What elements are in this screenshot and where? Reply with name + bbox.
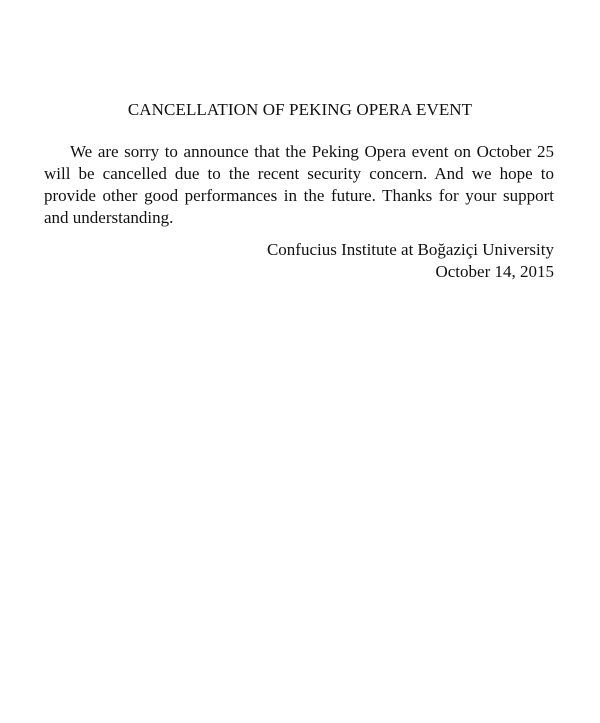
signature-date: October 14, 2015	[435, 262, 554, 281]
notice-title: CANCELLATION OF PEKING OPERA EVENT	[127, 100, 473, 119]
signature-block	[44, 239, 554, 283]
notice-body: We are sorry to announce that the Peking Opera event on October 25 will be cancelled due to the recent security concern. And we hope to provide other good performances in the future. Thanks for your support and understanding.	[44, 142, 554, 227]
signature-organization: Confucius Institute at Boğaziçi University	[266, 240, 554, 259]
